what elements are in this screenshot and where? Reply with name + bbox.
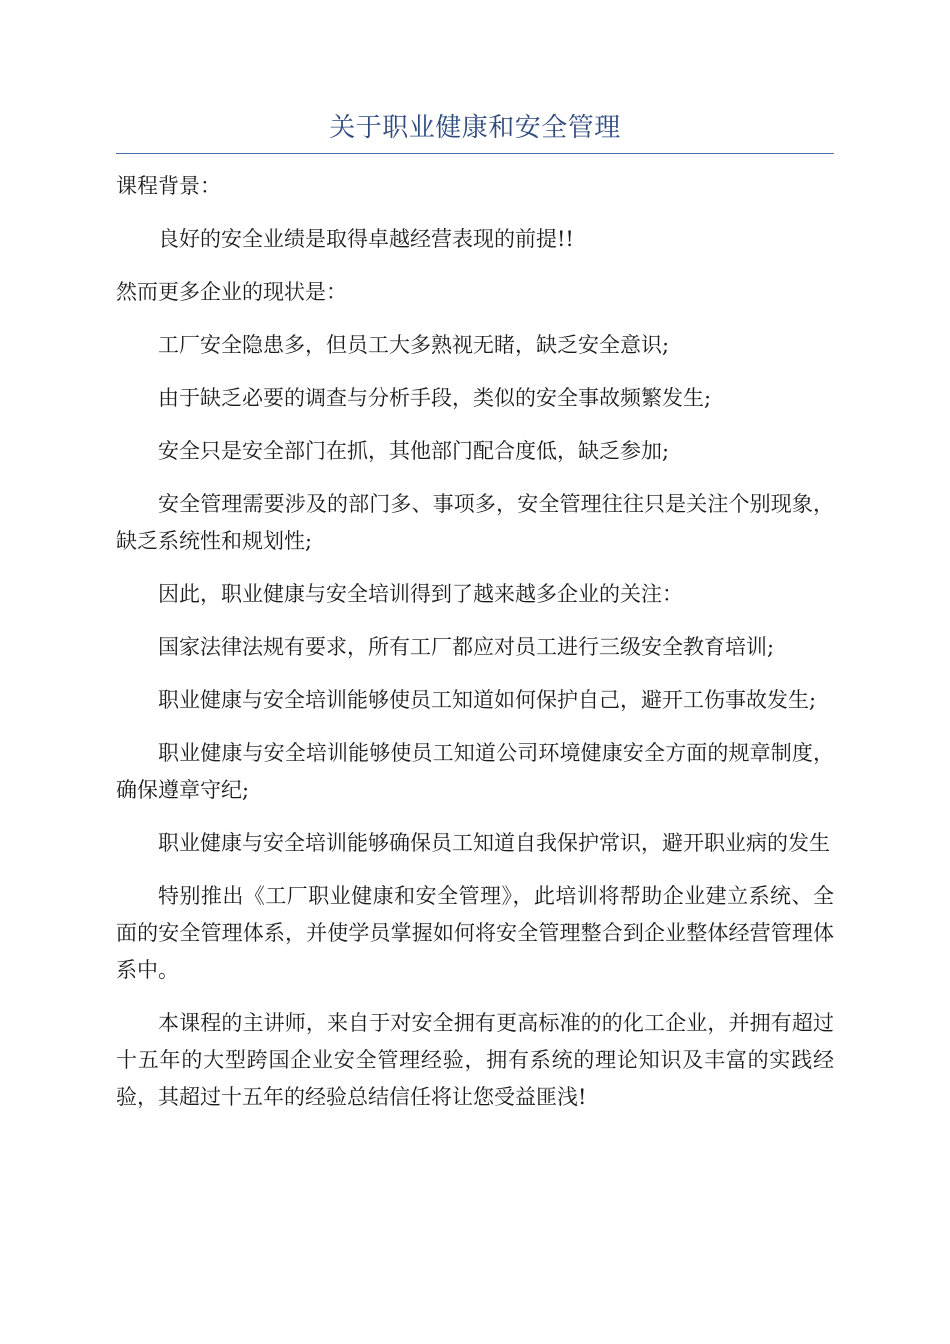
paragraph: 职业健康与安全培训能够使员工知道如何保护自己，避开工伤事故发生; [158, 688, 817, 712]
title-underline [116, 153, 834, 154]
paragraph-current-status: 然而更多企业的现状是： [116, 280, 347, 304]
document-page [116, 108, 834, 1132]
document-title: 关于职业健康和安全管理 [329, 113, 621, 143]
document-body [116, 168, 834, 1116]
paragraph: 国家法律法规有要求，所有工厂都应对员工进行三级安全教育培训; [158, 635, 775, 659]
paragraph: 良好的安全业绩是取得卓越经营表现的前提!! [158, 227, 574, 251]
paragraph: 特别推出《工厂职业健康和安全管理》，此培训将帮助企业建立系统、全面的安全管理体系，并使学员掌握如何将安全管理整合到企业整体经营管理体系中。 [116, 884, 834, 982]
paragraph: 职业健康与安全培训能够使员工知道公司环境健康安全方面的规章制度，确保遵章守纪; [116, 741, 834, 802]
paragraph: 安全管理需要涉及的部门多、事项多，安全管理往往只是关注个别现象，缺乏系统性和规划性; [116, 492, 834, 553]
paragraph: 工厂安全隐患多，但员工大多熟视无睹，缺乏安全意识; [158, 333, 670, 357]
paragraph-course-background: 课程背景： [116, 174, 221, 198]
paragraph: 职业健康与安全培训能够确保员工知道自我保护常识，避开职业病的发生 [158, 831, 830, 855]
paragraph: 因此，职业健康与安全培训得到了越来越多企业的关注： [158, 582, 683, 606]
paragraph: 本课程的主讲师，来自于对安全拥有更高标准的的化工企业，并拥有超过十五年的大型跨国企业安全管理经验，拥有系统的理论知识及丰富的实践经验，其超过十五年的经验总结信任将让您受益匪浅! [116, 1011, 834, 1109]
paragraph: 由于缺乏必要的调查与分析手段，类似的安全事故频繁发生; [158, 386, 712, 410]
paragraph: 安全只是安全部门在抓，其他部门配合度低，缺乏参加; [158, 439, 670, 463]
